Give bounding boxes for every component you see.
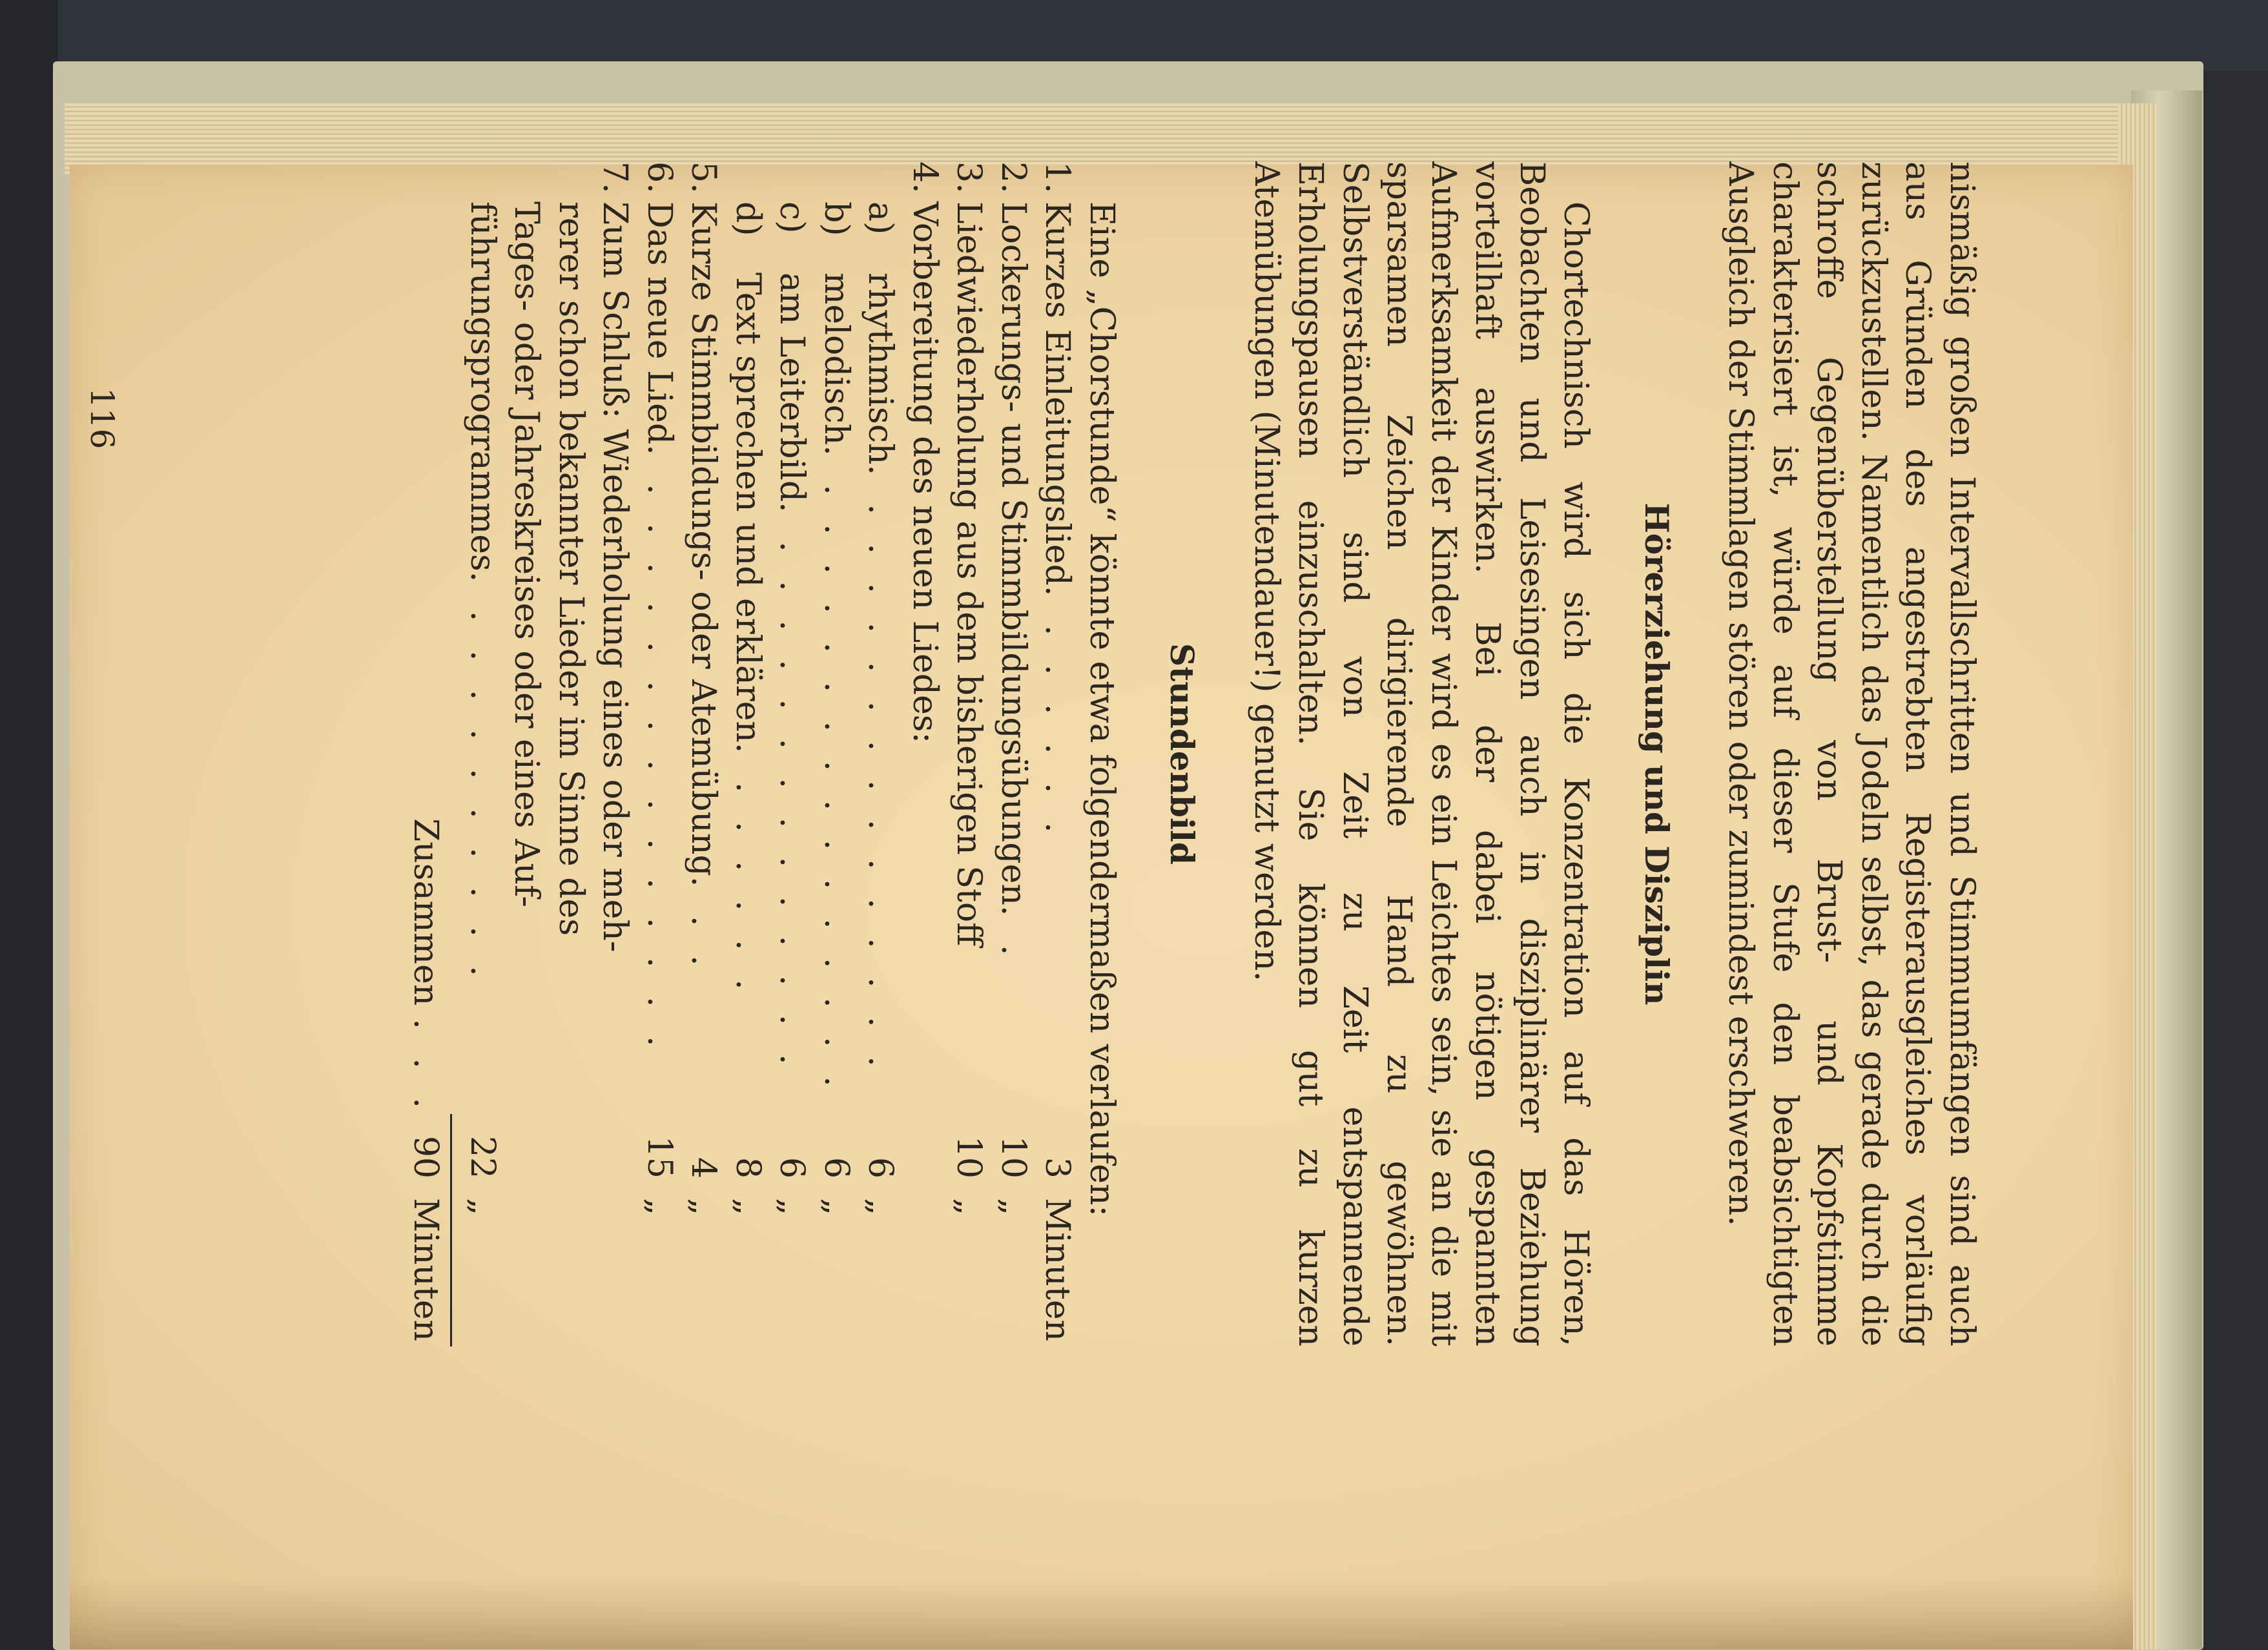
item-minutes: 4: [684, 1157, 723, 1179]
item-minutes: 10: [949, 1135, 989, 1179]
total-unit: Minuten: [406, 1198, 446, 1342]
item-label: 1.: [1038, 161, 1077, 194]
subitem-label: a): [861, 201, 900, 235]
item-label: 6.: [640, 161, 679, 194]
subitem-text: rhythmisch: [861, 273, 900, 465]
list-item: [991, 161, 1036, 1346]
subitem-text: am Leiterbild: [772, 273, 812, 502]
sub-list-item: [858, 161, 903, 1346]
item-label: 7.: [595, 161, 635, 194]
list-item: [593, 161, 637, 1346]
backdrop: [0, 0, 2268, 71]
total-label: Zusammen: [406, 818, 446, 1006]
item-unit: „: [640, 1198, 679, 1215]
page-number: 116: [83, 387, 121, 449]
subitem-dots: . . . . . . . . . . . . . . . . .: [817, 445, 856, 1096]
subitem-text: melodisch: [817, 273, 856, 446]
item-unit: „: [684, 1198, 723, 1215]
item-text: Liedwiederholung aus dem bisherigen Stoff: [949, 201, 989, 947]
item-minutes: 22: [463, 1135, 502, 1179]
list-item: [637, 161, 682, 1346]
list-item: [903, 161, 947, 1346]
item-minutes: 3: [1038, 1157, 1077, 1179]
total-row: [404, 161, 448, 1346]
item-text: Kurzes Einleitungslied: [1038, 201, 1077, 586]
subitem-label: b): [817, 201, 856, 236]
item-unit: Minuten: [1038, 1198, 1077, 1342]
item-dots: . . . . . . .: [1038, 585, 1077, 842]
item-minutes: 10: [994, 1135, 1033, 1179]
subitem-unit: „: [817, 1198, 856, 1215]
heading-hoererziehung: Hörerziehung und Disziplin: [1638, 502, 1676, 1005]
total-minutes: 90: [406, 1135, 446, 1179]
paragraph-hoererziehung: Chortechnisch wird sich die Konzentration auf das Hören, Beobachten und Leisesingen auch in disziplinärer Beziehung vorteilhaft auswirken. Bei der dabei nötigen gespannten Aufmerksamkeit der Kinder wird es ein Leichtes sein, sie an die mit sparsamen Zeichen dirigierende Hand zu gewöhnen. Selbstverständlich sind von Zeit zu Zeit entspannende Erholungspausen einzuschalten. Sie können gut zu kurzen Atemübungen (Minutendauer!) genutzt werden.: [1247, 161, 1596, 1346]
item-label: 3.: [949, 161, 989, 194]
page-text-block: [76, 161, 1984, 1346]
item-continuation: rerer schon bekannter Lieder im Sinne des: [552, 201, 590, 936]
item-label: 5.: [684, 161, 723, 194]
subitem-unit: „: [772, 1198, 812, 1215]
backdrop-left: [0, 0, 58, 1649]
item-dots: . .: [994, 905, 1033, 965]
sub-list-item: [726, 161, 770, 1346]
subitem-unit: „: [861, 1198, 900, 1215]
heading-stundenbild: Stundenbild: [1163, 643, 1202, 865]
total-dots: . . .: [406, 1018, 446, 1117]
list-item: [681, 161, 726, 1346]
intro-stundenbild: Eine „Chorstunde“ könnte etwa folgendermaßen verlaufen:: [1082, 201, 1121, 1217]
total-rule: [451, 1114, 453, 1346]
item-text: Kurze Stimmbildungs- oder Atemübung: [684, 201, 723, 876]
item-dots: . . . . . . . . . . .: [463, 571, 502, 985]
gutter-shadow: [70, 1576, 2133, 1649]
list-item: [947, 161, 991, 1346]
item-unit: „: [994, 1198, 1033, 1215]
item-text: Zum Schluß: Wiederholung eines oder meh-: [595, 201, 635, 953]
item-unit: „: [463, 1198, 502, 1215]
item-text: Vorbereitung des neuen Liedes:: [905, 201, 944, 743]
item-dots: . . . . . . . . . . . . . . . .: [640, 444, 679, 1056]
subitem-dots: . . . . . . . . . . . . . . .: [772, 502, 812, 1074]
subitem-dots: . . . . . . .: [728, 742, 767, 999]
item-minutes: 15: [640, 1135, 679, 1179]
subitem-minutes: 6: [861, 1157, 900, 1179]
item-dots: [947, 946, 991, 1117]
paragraph-intro: nismäßig großen Intervallschritten und Stimmumfängen sind auch aus Gründen des angestrebten Registerausgleiches vorläufig zurückzustellen. Namentlich das Jodeln selbst, das gerade durch die schroffe Gegenüberstellung von Brust- und Kopfstimme charakterisiert ist, würde auf dieser Stufe den beabsichtigten Ausgleich der Stimmlagen stören oder zumindest erschweren.: [1721, 161, 1981, 1346]
item-text: führungsprogrammes: [463, 201, 502, 572]
item-label: 2.: [994, 161, 1033, 194]
item-label: 4.: [905, 161, 944, 194]
schedule-list: [404, 161, 1080, 1346]
subitem-minutes: 8: [728, 1157, 767, 1179]
item-continuation: Tages- oder Jahreskreises oder eines Auf-: [507, 201, 546, 907]
sub-list-item: [814, 161, 859, 1346]
sub-list-item: [770, 161, 814, 1346]
item-dots: . . .: [684, 876, 723, 975]
item-text: Lockerungs- und Stimmbildungsübungen: [994, 201, 1033, 905]
subitem-label: c): [772, 201, 812, 234]
subitem-minutes: 6: [817, 1157, 856, 1179]
subitem-unit: „: [728, 1198, 767, 1215]
list-item: [1035, 161, 1080, 1346]
item-unit: „: [949, 1198, 989, 1215]
subitem-dots: . . . . . . . . . . . . . . . .: [861, 464, 900, 1076]
subitem-text: Text sprechen und erklären: [728, 273, 767, 743]
item-text: Das neue Lied: [640, 201, 679, 445]
subitem-label: d): [728, 201, 767, 236]
subitem-minutes: 6: [772, 1157, 812, 1179]
item-continuation-last: [460, 161, 505, 1346]
